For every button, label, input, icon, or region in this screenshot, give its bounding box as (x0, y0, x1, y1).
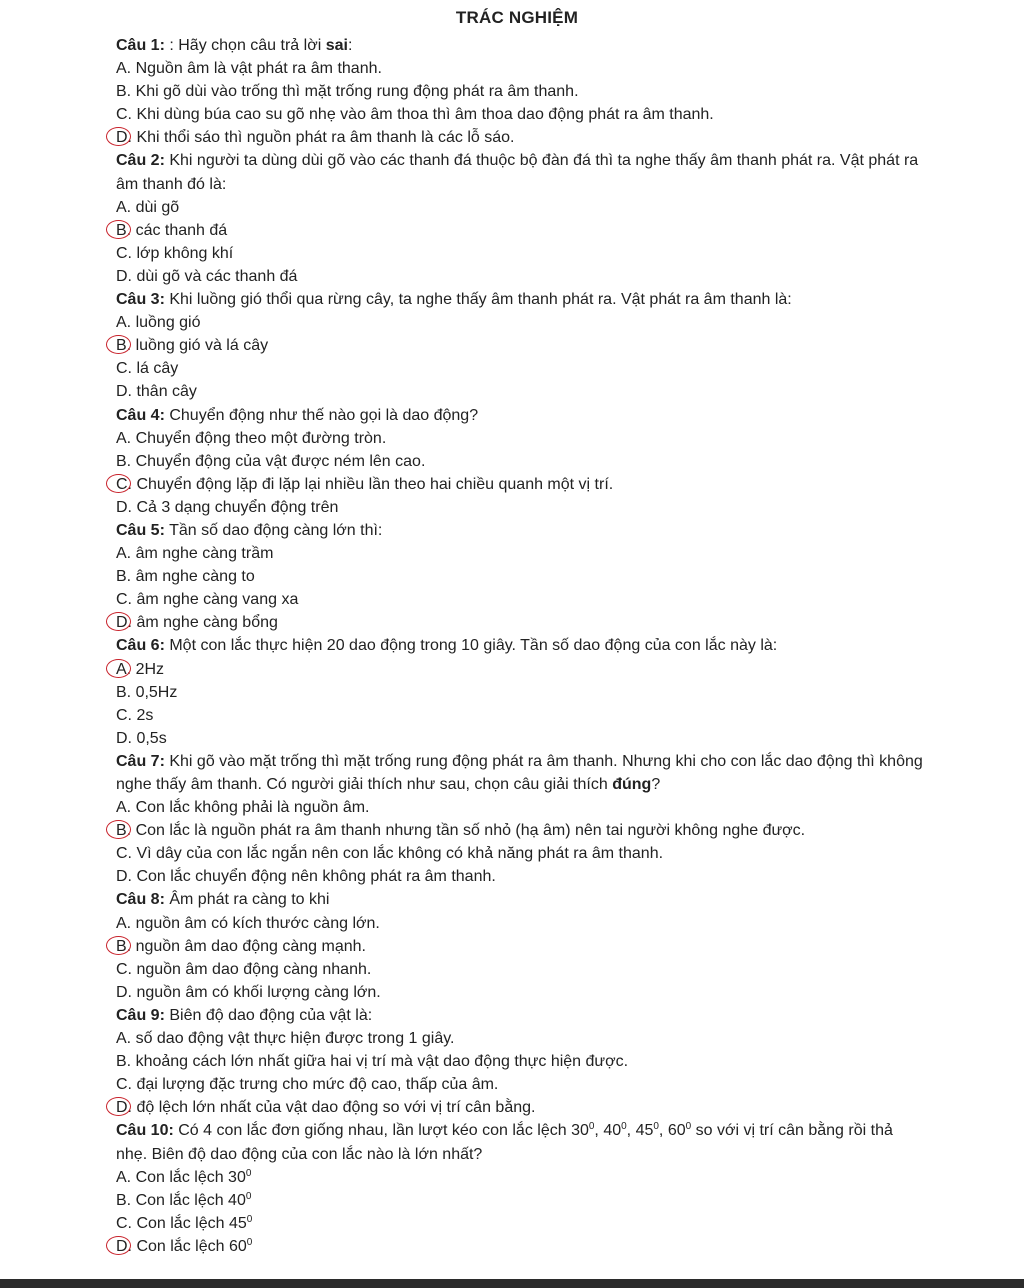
option-10d (116, 1235, 924, 1258)
option-2a (116, 196, 924, 219)
option-9b (116, 1050, 924, 1073)
option-1b (116, 80, 924, 103)
option-text: D. nguồn âm có khối lượng càng lớn. (116, 983, 381, 1001)
option-text: A. số dao động vật thực hiện được trong 1 giây. (116, 1030, 455, 1048)
option-text: A. dùi gõ (116, 198, 180, 216)
degree-sup: 0 (245, 1190, 252, 1202)
question-number: Câu 8: (116, 891, 165, 909)
option-text: B. Con lắc là nguồn phát ra âm thanh nhưng tần số nhỏ (hạ âm) nên tai người không nghe được. (116, 822, 806, 840)
option-6d (116, 727, 924, 750)
question-text: Tần số dao động càng lớn thì: (164, 521, 383, 539)
question-number: Câu 3: (116, 291, 165, 309)
question-list (116, 34, 924, 1258)
question-1 (116, 34, 924, 57)
option-text: D. thân cây (116, 383, 197, 401)
option-text: B. nguồn âm dao động càng mạnh. (116, 937, 366, 955)
option-3b (116, 334, 924, 357)
option-text: A. 2Hz (116, 660, 165, 678)
option-3a (116, 311, 924, 334)
question-6 (116, 634, 924, 657)
question-number: Câu 5: (116, 521, 165, 539)
option-4d (116, 496, 924, 519)
question-text: , 60 (658, 1122, 686, 1140)
option-text: B. âm nghe càng to (116, 568, 255, 586)
answer-circle-mark (106, 1236, 131, 1255)
option-text: D. âm nghe càng bổng (116, 614, 278, 632)
option-1c (116, 103, 924, 126)
question-7 (116, 750, 924, 796)
option-2c (116, 242, 924, 265)
option-3c (116, 357, 924, 380)
question-5 (116, 519, 924, 542)
option-9a (116, 1027, 924, 1050)
option-text: C. âm nghe càng vang xa (116, 591, 299, 609)
question-4 (116, 404, 924, 427)
option-text: D. Cả 3 dạng chuyển động trên (116, 498, 339, 516)
answer-circle-mark (106, 220, 131, 239)
option-2d (116, 265, 924, 288)
option-9c (116, 1073, 924, 1096)
question-number: Câu 2: (116, 152, 165, 170)
option-text: C. lá cây (116, 360, 179, 378)
option-text: D. dùi gõ và các thanh đá (116, 267, 298, 285)
question-text: : Hãy chọn câu trả lời (164, 37, 326, 54)
question-text: so với vị trí cân bằng rồi thả nhẹ. Biên độ dao động của con lắc nào là lớn nhất? (116, 1122, 893, 1163)
answer-circle-mark (106, 936, 131, 955)
option-5c (116, 588, 924, 611)
option-10c (116, 1212, 924, 1235)
option-10b (116, 1189, 924, 1212)
option-5a (116, 542, 924, 565)
degree-sup: 0 (246, 1236, 253, 1248)
question-text: ? (651, 776, 661, 793)
question-10 (116, 1119, 924, 1165)
answer-circle-mark (106, 474, 131, 493)
question-text: , 45 (626, 1122, 654, 1140)
option-text: C. Con lắc lệch 45 (116, 1214, 247, 1232)
question-number: Câu 1: (116, 37, 165, 54)
option-text: A. Con lắc không phải là nguồn âm. (116, 799, 370, 817)
question-text: : (347, 37, 353, 54)
option-6b (116, 681, 924, 704)
option-text: C. nguồn âm dao động càng nhanh. (116, 960, 372, 978)
degree-sup: 0 (621, 1121, 627, 1133)
option-8d (116, 981, 924, 1004)
option-8b (116, 935, 924, 958)
question-9 (116, 1004, 924, 1027)
option-1a (116, 57, 924, 80)
page-title: TRÁC NGHIỆM (455, 8, 579, 27)
option-10a (116, 1166, 924, 1189)
question-text: Âm phát ra càng to khi (164, 891, 330, 909)
question-emphasis: đúng (612, 776, 652, 793)
option-3d (116, 380, 924, 403)
question-text: Chuyển động như thế nào gọi là dao động? (164, 406, 479, 424)
degree-sup: 0 (245, 1167, 252, 1179)
option-text: B. luồng gió và lá cây (116, 337, 269, 355)
option-8a (116, 912, 924, 935)
question-text: Khi người ta dùng dùi gõ vào các thanh đá thuộc bộ đàn đá thì ta nghe thấy âm thanh phát ra. Vật phát ra âm thanh đó là: (116, 152, 919, 193)
option-5d (116, 611, 924, 634)
question-text: Khi gõ vào mặt trống thì mặt trống rung động phát ra âm thanh. Nhưng khi cho con lắc dao động thì không nghe thấy âm thanh. Có người giải thích như sau, chọn câu giải thích (116, 752, 923, 793)
option-text: A. âm nghe càng trầm (116, 545, 274, 563)
degree-sup: 0 (653, 1121, 659, 1133)
option-text: C. Khi dùng búa cao su gõ nhẹ vào âm thoa thì âm thoa dao động phát ra âm thanh. (116, 106, 714, 124)
screen-bottom-bar (0, 1279, 1024, 1288)
option-4b (116, 450, 924, 473)
option-text: A. Chuyển động theo một đường tròn. (116, 429, 387, 447)
option-text: B. các thanh đá (116, 221, 228, 239)
option-text: C. lớp không khí (116, 244, 234, 262)
question-number: Câu 6: (116, 637, 165, 655)
option-5b (116, 565, 924, 588)
question-3 (116, 288, 924, 311)
option-text: B. Con lắc lệch 40 (116, 1191, 246, 1209)
option-text: D. Con lắc chuyển động nên không phát ra âm thanh. (116, 868, 496, 886)
option-text: D. 0,5s (116, 729, 167, 747)
question-text: Khi luồng gió thổi qua rừng cây, ta nghe thấy âm thanh phát ra. Vật phát ra âm thanh là: (164, 291, 792, 309)
question-number: Câu 10: (116, 1122, 174, 1140)
option-7b (116, 819, 924, 842)
option-text: A. nguồn âm có kích thước càng lớn. (116, 914, 380, 932)
option-text: A. Nguồn âm là vật phát ra âm thanh. (116, 60, 382, 78)
question-number: Câu 4: (116, 406, 165, 424)
option-text: C. 2s (116, 706, 154, 724)
option-text: D. Con lắc lệch 60 (116, 1237, 247, 1255)
question-text: Biên độ dao động của vật là: (164, 1006, 373, 1024)
degree-sup: 0 (246, 1213, 253, 1225)
question-text: , 40 (594, 1122, 622, 1140)
option-1d (116, 126, 924, 149)
question-number: Câu 7: (116, 752, 165, 770)
option-text: B. 0,5Hz (116, 683, 178, 701)
option-text: D. độ lệch lớn nhất của vật dao động so với vị trí cân bằng. (116, 1099, 536, 1117)
option-2b (116, 219, 924, 242)
option-text: C. Chuyển động lặp đi lặp lại nhiều lần theo hai chiều quanh một vị trí. (116, 475, 614, 493)
option-7d (116, 865, 924, 888)
option-text: A. luồng gió (116, 314, 201, 332)
question-8 (116, 888, 924, 911)
question-text: Có 4 con lắc đơn giống nhau, lần lượt kéo con lắc lệch 30 (173, 1122, 589, 1140)
option-text: C. đại lượng đặc trưng cho mức độ cao, thấp của âm. (116, 1076, 499, 1094)
option-text: B. Khi gõ dùi vào trống thì mặt trống rung động phát ra âm thanh. (116, 83, 579, 101)
option-text: D. Khi thổi sáo thì nguồn phát ra âm thanh là các lỗ sáo. (116, 129, 515, 147)
option-4a (116, 427, 924, 450)
option-text: B. khoảng cách lớn nhất giữa hai vị trí mà vật dao động thực hiện được. (116, 1053, 629, 1071)
option-9d (116, 1096, 924, 1119)
option-7a (116, 796, 924, 819)
degree-sup: 0 (588, 1121, 595, 1133)
option-7c (116, 842, 924, 865)
question-2 (116, 149, 924, 195)
answer-circle-mark (106, 659, 131, 678)
question-text: Một con lắc thực hiện 20 dao động trong 10 giây. Tần số dao động của con lắc này là: (164, 637, 778, 655)
degree-sup: 0 (685, 1121, 692, 1133)
option-6c (116, 704, 924, 727)
question-number: Câu 9: (116, 1006, 165, 1024)
option-4c (116, 473, 924, 496)
option-8c (116, 958, 924, 981)
option-text: B. Chuyển động của vật được ném lên cao. (116, 452, 426, 470)
option-6a (116, 658, 924, 681)
option-text: C. Vì dây của con lắc ngắn nên con lắc không có khả năng phát ra âm thanh. (116, 845, 664, 863)
question-emphasis: sai (325, 37, 348, 54)
option-text: A. Con lắc lệch 30 (116, 1168, 246, 1186)
